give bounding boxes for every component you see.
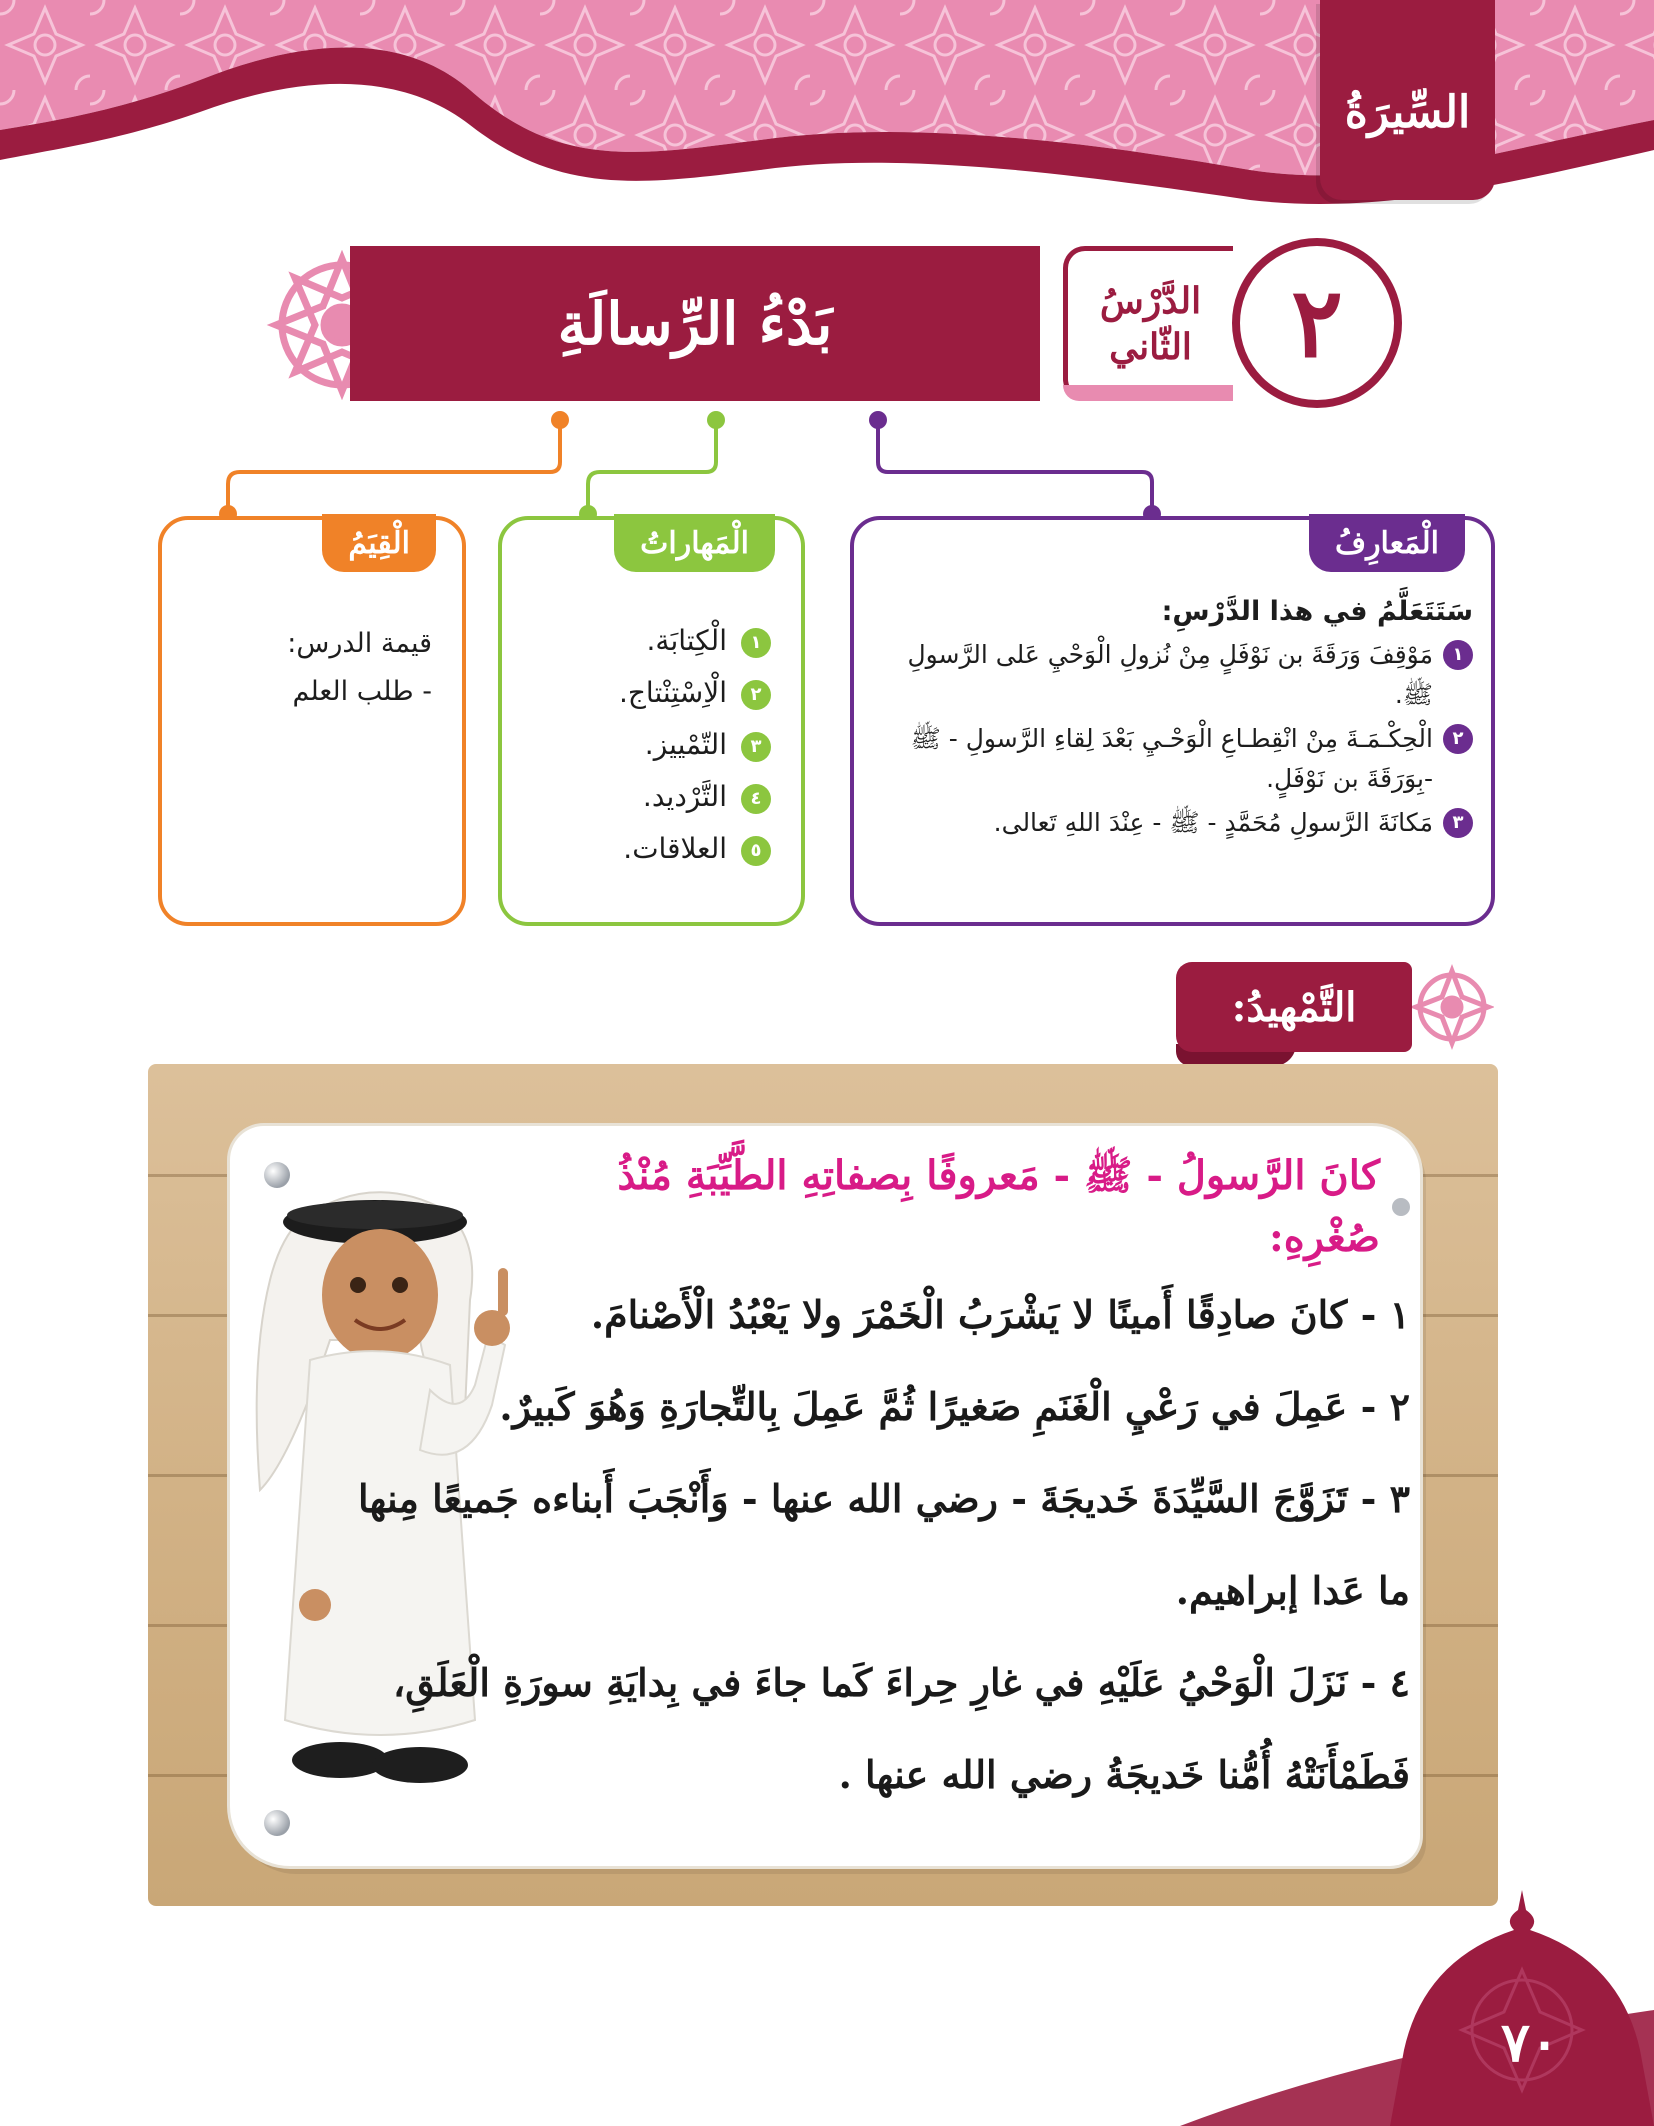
skills-list bbox=[619, 614, 771, 874]
list-item bbox=[872, 803, 1473, 843]
values-content bbox=[287, 620, 432, 716]
item-number: ١ bbox=[1443, 640, 1473, 670]
item-text: العلاقات. bbox=[623, 831, 727, 865]
intro-line: فَطَمْأَنَتْهُ أُمُّنا خَديجَةُ رضي الله عنها . bbox=[838, 1752, 1410, 1797]
intro-line: ٣ - تَزَوَّجَ السَّيِّدَةَ خَديجَةَ - رضي الله عنها - وَأَنْجَبَ أَبناءه جَميعًا مِنها bbox=[357, 1476, 1410, 1521]
intro-line: ما عَدا إبراهيم. bbox=[1175, 1568, 1410, 1613]
list-item bbox=[619, 770, 771, 822]
intro-ribbon bbox=[1176, 962, 1412, 1052]
item-number: ٥ bbox=[741, 836, 771, 866]
list-item bbox=[619, 822, 771, 874]
item-number: ١ bbox=[741, 628, 771, 658]
item-text: التَّرْديد. bbox=[642, 779, 727, 813]
page-number: ٧٠ bbox=[1500, 2010, 1559, 2074]
page-number-dome-icon bbox=[1390, 1890, 1654, 2126]
list-item bbox=[872, 635, 1473, 715]
list-item bbox=[619, 666, 771, 718]
list-item bbox=[619, 614, 771, 666]
skills-tag: الْمَهاراتُ bbox=[614, 514, 775, 572]
item-number: ٢ bbox=[1443, 724, 1473, 754]
intro-heading-row bbox=[530, 1145, 1410, 1269]
item-number: ٣ bbox=[741, 732, 771, 762]
intro-title: التَّمْهيدُ: bbox=[1231, 983, 1357, 1031]
knowledge-intro: سَتَتَعَلَّمُ في هذا الدَّرْسِ: bbox=[1161, 596, 1473, 627]
lesson-number-circle bbox=[1232, 238, 1402, 408]
values-line1: قيمة الدرس: bbox=[287, 628, 432, 659]
skills-box bbox=[498, 516, 805, 926]
section-title: السِّيرَةُ bbox=[1344, 87, 1471, 138]
bullet-dot-icon bbox=[1392, 1198, 1410, 1216]
lesson-label-line1: الدَّرْسُ bbox=[1099, 279, 1202, 322]
item-text: التّمْييز. bbox=[644, 727, 727, 761]
intro-line: ٤ - نَزَلَ الْوَحْيُ عَلَيْهِ في غارِ حِراءَ كَما جاءَ في بِدايَةِ سورَةِ الْعَلَقِ، bbox=[392, 1660, 1410, 1705]
values-box bbox=[158, 516, 466, 926]
item-number: ٢ bbox=[741, 680, 771, 710]
knowledge-tag: الْمَعارِفُ bbox=[1309, 514, 1465, 572]
intro-text-block bbox=[357, 1145, 1410, 1821]
values-line2: - طلب العلم bbox=[292, 676, 432, 707]
knowledge-box bbox=[850, 516, 1495, 926]
intro-line: ٢ - عَمِلَ في رَعْيِ الْغَنَمِ صَغيرًا ثُمَّ عَمِلَ بِالتِّجارَةِ وَهُوَ كَبيرٌ. bbox=[499, 1384, 1410, 1429]
item-text: الْكِتابَة. bbox=[646, 623, 727, 657]
item-text: الْحِكْـمَـةَ مِنْ انْقِطـاعِ الْوَحْـيِ بَعْدَ لِقاءِ الرَّسولِ - ﷺ -بِوَرَقَةَ بن نَوْفَلٍ. bbox=[910, 724, 1433, 793]
item-text: مَكانَةَ الرَّسولِ مُحَمَّدٍ - ﷺ - عِنْدَ اللهِ تَعالى. bbox=[993, 808, 1433, 837]
small-rosette-icon bbox=[1410, 962, 1494, 1052]
intro-line: ١ - كانَ صادِقًا أَمينًا لا يَشْرَبُ الْخَمْرَ ولا يَعْبُدُ الْأَصْنامَ. bbox=[590, 1292, 1410, 1337]
item-text: الْاِسْتِنْتاج. bbox=[618, 675, 727, 709]
values-tag: الْقِيَمُ bbox=[322, 514, 436, 572]
item-number: ٣ bbox=[1443, 808, 1473, 838]
item-number: ٤ bbox=[741, 784, 771, 814]
lesson-label-box bbox=[1063, 246, 1233, 401]
item-text: مَوْقِفَ وَرَقَةَ بن نَوْفَلٍ مِنْ نُزولِ الْوَحْيِ عَلى الرَّسولِ ﷺ. bbox=[907, 640, 1433, 709]
intro-heading: كانَ الرَّسولُ - ﷺ - مَعروفًا بِصفاتِهِ الطَّيِّبَةِ مُنْذُ صُغْرِهِ: bbox=[617, 1152, 1380, 1261]
lesson-title-bar bbox=[350, 246, 1040, 401]
knowledge-content bbox=[872, 596, 1473, 847]
lesson-title: بَدْءُ الرِّسالَةِ bbox=[557, 289, 833, 358]
list-item bbox=[619, 718, 771, 770]
section-tab bbox=[1320, 0, 1495, 200]
lesson-number: ٢ bbox=[1291, 266, 1343, 379]
lesson-label-line2: الثّاني bbox=[1109, 325, 1192, 368]
list-item bbox=[872, 719, 1473, 799]
